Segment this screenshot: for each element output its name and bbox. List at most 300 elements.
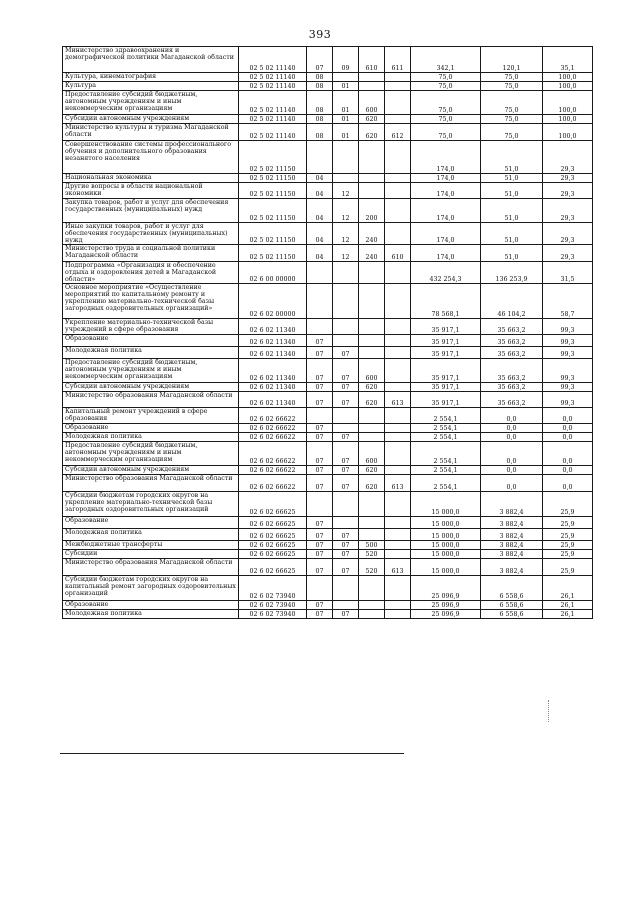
row-name: Молодежная политика	[63, 610, 239, 619]
row-budget-admin-code: 613	[385, 475, 411, 492]
row-subsection-code: 07	[333, 529, 359, 541]
row-actual-value: 35 663,2	[481, 359, 543, 383]
row-section-code: 04	[307, 174, 333, 183]
row-percent-value: 100,0	[543, 115, 593, 124]
row-expense-type-code	[359, 424, 385, 433]
row-budget-admin-code	[385, 284, 411, 319]
row-csr-code: 02 6 02 11340	[239, 347, 307, 359]
row-budget-admin-code	[385, 433, 411, 442]
table-row	[63, 245, 593, 262]
row-name: Культура, кинематография	[63, 73, 239, 82]
row-expense-type-code	[359, 408, 385, 424]
row-actual-value: 35 663,2	[481, 319, 543, 335]
row-actual-value: 75,0	[481, 91, 543, 115]
row-actual-value: 51,0	[481, 174, 543, 183]
row-section-code: 08	[307, 115, 333, 124]
row-name: Предоставление субсидий бюджетным, автономным учреждениям и иным некоммерческим организациям	[63, 442, 239, 466]
row-subsection-code: 07	[333, 383, 359, 392]
row-percent-value: 0,0	[543, 433, 593, 442]
table-row	[63, 91, 593, 115]
row-expense-type-code: 610	[359, 47, 385, 73]
table-row	[63, 559, 593, 576]
row-section-code: 08	[307, 73, 333, 82]
row-budget-admin-code	[385, 601, 411, 610]
row-actual-value: 35 663,2	[481, 347, 543, 359]
row-section-code: 08	[307, 82, 333, 91]
row-budget-admin-code: 612	[385, 124, 411, 141]
row-section-code	[307, 141, 333, 174]
row-plan-value: 15 000,0	[411, 541, 481, 550]
row-section-code	[307, 408, 333, 424]
row-actual-value: 51,0	[481, 199, 543, 223]
row-actual-value: 0,0	[481, 466, 543, 475]
table-row	[63, 529, 593, 541]
row-csr-code: 02 6 02 66622	[239, 424, 307, 433]
row-subsection-code: 07	[333, 433, 359, 442]
row-actual-value: 120,1	[481, 47, 543, 73]
row-subsection-code	[333, 601, 359, 610]
row-csr-code: 02 6 02 11340	[239, 335, 307, 347]
row-budget-admin-code	[385, 408, 411, 424]
row-name: Молодежная политика	[63, 433, 239, 442]
row-plan-value: 342,1	[411, 47, 481, 73]
row-csr-code: 02 6 00 00000	[239, 262, 307, 284]
row-csr-code: 02 6 02 11340	[239, 392, 307, 408]
row-csr-code: 02 6 02 66625	[239, 529, 307, 541]
row-name: Субсидии автономным учреждениям	[63, 466, 239, 475]
row-expense-type-code	[359, 517, 385, 529]
row-expense-type-code	[359, 82, 385, 91]
row-csr-code: 02 6 02 66625	[239, 550, 307, 559]
row-percent-value: 26,1	[543, 576, 593, 601]
row-csr-code: 02 5 02 11150	[239, 199, 307, 223]
row-expense-type-code	[359, 576, 385, 601]
row-actual-value: 35 663,2	[481, 392, 543, 408]
row-plan-value: 35 917,1	[411, 335, 481, 347]
row-subsection-code: 12	[333, 199, 359, 223]
row-name: Субсидии автономным учреждениям	[63, 383, 239, 392]
row-subsection-code	[333, 492, 359, 517]
row-subsection-code: 07	[333, 610, 359, 619]
row-name: Министерство культуры и туризма Магаданской области	[63, 124, 239, 141]
row-expense-type-code: 240	[359, 245, 385, 262]
row-csr-code: 02 5 02 11140	[239, 91, 307, 115]
row-csr-code: 02 5 02 11150	[239, 141, 307, 174]
row-section-code: 07	[307, 517, 333, 529]
row-budget-admin-code	[385, 183, 411, 199]
row-percent-value: 29,3	[543, 245, 593, 262]
row-percent-value: 29,3	[543, 141, 593, 174]
row-plan-value: 2 554,1	[411, 408, 481, 424]
row-budget-admin-code	[385, 82, 411, 91]
row-expense-type-code: 200	[359, 199, 385, 223]
row-budget-admin-code	[385, 115, 411, 124]
row-percent-value: 29,3	[543, 183, 593, 199]
row-percent-value: 31,5	[543, 262, 593, 284]
row-csr-code: 02 5 02 11140	[239, 73, 307, 82]
row-budget-admin-code	[385, 141, 411, 174]
row-budget-admin-code: 611	[385, 47, 411, 73]
table-row	[63, 183, 593, 199]
row-plan-value: 15 000,0	[411, 550, 481, 559]
row-expense-type-code	[359, 73, 385, 82]
row-section-code: 07	[307, 475, 333, 492]
row-section-code: 07	[307, 610, 333, 619]
row-subsection-code: 07	[333, 541, 359, 550]
row-actual-value: 0,0	[481, 408, 543, 424]
row-csr-code: 02 6 02 66622	[239, 466, 307, 475]
row-budget-admin-code	[385, 359, 411, 383]
row-budget-admin-code	[385, 199, 411, 223]
row-section-code: 07	[307, 347, 333, 359]
row-percent-value: 25,9	[543, 492, 593, 517]
row-percent-value: 99,3	[543, 319, 593, 335]
row-actual-value: 51,0	[481, 183, 543, 199]
row-name: Культура	[63, 82, 239, 91]
row-section-code: 07	[307, 335, 333, 347]
row-csr-code: 02 5 02 11140	[239, 124, 307, 141]
row-actual-value: 75,0	[481, 115, 543, 124]
row-budget-admin-code	[385, 347, 411, 359]
row-percent-value: 99,3	[543, 359, 593, 383]
row-subsection-code: 07	[333, 466, 359, 475]
row-plan-value: 75,0	[411, 124, 481, 141]
row-name: Министерство образования Магаданской области	[63, 392, 239, 408]
row-subsection-code	[333, 335, 359, 347]
row-name: Министерство труда и социальной политики Магаданской области	[63, 245, 239, 262]
table-body	[63, 47, 593, 619]
row-budget-admin-code	[385, 319, 411, 335]
row-plan-value: 35 917,1	[411, 383, 481, 392]
row-csr-code: 02 6 02 00000	[239, 284, 307, 319]
row-expense-type-code	[359, 433, 385, 442]
row-expense-type-code	[359, 610, 385, 619]
row-csr-code: 02 6 02 66622	[239, 442, 307, 466]
row-name: Субсидии бюджетам городских округов на капитальный ремонт загородных оздоровительных организаций	[63, 576, 239, 601]
row-plan-value: 2 554,1	[411, 442, 481, 466]
row-expense-type-code	[359, 183, 385, 199]
row-actual-value: 51,0	[481, 223, 543, 245]
row-subsection-code	[333, 284, 359, 319]
table-row	[63, 174, 593, 183]
row-expense-type-code: 600	[359, 91, 385, 115]
table-row	[63, 492, 593, 517]
row-csr-code: 02 6 02 66625	[239, 517, 307, 529]
row-name: Подпрограмма «Организация и обеспечение отдыха и оздоровления детей в Магаданской области»	[63, 262, 239, 284]
row-name: Иные закупки товаров, работ и услуг для обеспечения государственных (муниципальных) нужд	[63, 223, 239, 245]
row-expense-type-code: 500	[359, 541, 385, 550]
row-plan-value: 25 096,9	[411, 610, 481, 619]
row-actual-value: 51,0	[481, 141, 543, 174]
row-subsection-code: 12	[333, 245, 359, 262]
row-name: Министерство здравоохранения и демографической политики Магаданской области	[63, 47, 239, 73]
table-row	[63, 115, 593, 124]
row-expense-type-code: 520	[359, 559, 385, 576]
row-expense-type-code: 620	[359, 475, 385, 492]
row-section-code: 07	[307, 541, 333, 550]
row-section-code: 07	[307, 601, 333, 610]
row-section-code: 08	[307, 91, 333, 115]
row-budget-admin-code	[385, 174, 411, 183]
row-section-code	[307, 576, 333, 601]
row-subsection-code	[333, 408, 359, 424]
row-name: Закупка товаров, работ и услуг для обеспечения государственных (муниципальных) нужд	[63, 199, 239, 223]
row-section-code: 07	[307, 424, 333, 433]
row-plan-value: 35 917,1	[411, 359, 481, 383]
row-budget-admin-code	[385, 541, 411, 550]
row-percent-value: 29,3	[543, 223, 593, 245]
row-expense-type-code: 620	[359, 115, 385, 124]
row-expense-type-code: 620	[359, 383, 385, 392]
row-budget-admin-code	[385, 383, 411, 392]
row-section-code: 04	[307, 199, 333, 223]
row-csr-code: 02 5 02 11150	[239, 174, 307, 183]
row-section-code: 07	[307, 47, 333, 73]
row-expense-type-code	[359, 174, 385, 183]
row-budget-admin-code	[385, 223, 411, 245]
row-subsection-code: 07	[333, 347, 359, 359]
row-csr-code: 02 5 02 11140	[239, 47, 307, 73]
row-section-code: 07	[307, 466, 333, 475]
row-plan-value: 35 917,1	[411, 392, 481, 408]
row-actual-value: 136 253,9	[481, 262, 543, 284]
row-name: Молодежная политика	[63, 529, 239, 541]
row-name: Министерство образования Магаданской области	[63, 559, 239, 576]
row-section-code: 04	[307, 183, 333, 199]
table-row	[63, 408, 593, 424]
row-plan-value: 35 917,1	[411, 347, 481, 359]
row-subsection-code: 07	[333, 359, 359, 383]
row-csr-code: 02 5 02 11150	[239, 223, 307, 245]
row-percent-value: 35,1	[543, 47, 593, 73]
table-row	[63, 466, 593, 475]
row-percent-value: 25,9	[543, 550, 593, 559]
row-section-code: 04	[307, 245, 333, 262]
row-csr-code: 02 6 02 73940	[239, 610, 307, 619]
row-plan-value: 15 000,0	[411, 517, 481, 529]
row-percent-value: 0,0	[543, 442, 593, 466]
row-csr-code: 02 5 02 11150	[239, 183, 307, 199]
row-csr-code: 02 6 02 73940	[239, 576, 307, 601]
row-subsection-code	[333, 174, 359, 183]
row-subsection-code	[333, 576, 359, 601]
row-budget-admin-code: 610	[385, 245, 411, 262]
row-expense-type-code	[359, 492, 385, 517]
row-expense-type-code: 520	[359, 550, 385, 559]
row-subsection-code: 07	[333, 392, 359, 408]
scan-mark	[548, 700, 549, 722]
row-percent-value: 99,3	[543, 383, 593, 392]
table-row	[63, 319, 593, 335]
row-budget-admin-code: 613	[385, 392, 411, 408]
row-actual-value: 6 558,6	[481, 601, 543, 610]
row-plan-value: 35 917,1	[411, 319, 481, 335]
row-section-code	[307, 492, 333, 517]
row-name: Субсидии автономным учреждениям	[63, 115, 239, 124]
row-name: Основное мероприятие «Осуществление мероприятий по капитальному ремонту и укреплению материально-технической базы загородных оздоровительных организаций»	[63, 284, 239, 319]
budget-execution-table	[62, 46, 593, 619]
row-subsection-code	[333, 319, 359, 335]
row-csr-code: 02 6 02 66622	[239, 475, 307, 492]
row-subsection-code	[333, 141, 359, 174]
row-name: Предоставление субсидий бюджетным, автономным учреждениям и иным некоммерческим организациям	[63, 359, 239, 383]
row-plan-value: 174,0	[411, 141, 481, 174]
table-row	[63, 442, 593, 466]
row-expense-type-code: 600	[359, 442, 385, 466]
row-subsection-code: 12	[333, 183, 359, 199]
row-budget-admin-code	[385, 517, 411, 529]
row-plan-value: 2 554,1	[411, 466, 481, 475]
row-subsection-code: 09	[333, 47, 359, 73]
row-name: Субсидии	[63, 550, 239, 559]
table-row	[63, 392, 593, 408]
row-actual-value: 6 558,6	[481, 576, 543, 601]
table-row	[63, 47, 593, 73]
row-csr-code: 02 6 02 73940	[239, 601, 307, 610]
row-plan-value: 75,0	[411, 115, 481, 124]
row-name: Молодежная политика	[63, 347, 239, 359]
row-name: Образование	[63, 424, 239, 433]
table-row	[63, 347, 593, 359]
row-actual-value: 3 882,4	[481, 559, 543, 576]
row-name: Другие вопросы в области национальной экономики	[63, 183, 239, 199]
row-plan-value: 174,0	[411, 174, 481, 183]
row-expense-type-code	[359, 347, 385, 359]
row-percent-value: 25,9	[543, 541, 593, 550]
row-expense-type-code: 240	[359, 223, 385, 245]
row-budget-admin-code	[385, 91, 411, 115]
row-percent-value: 100,0	[543, 82, 593, 91]
row-subsection-code: 07	[333, 559, 359, 576]
row-plan-value: 2 554,1	[411, 475, 481, 492]
row-expense-type-code: 600	[359, 359, 385, 383]
row-plan-value: 174,0	[411, 223, 481, 245]
row-actual-value: 3 882,4	[481, 550, 543, 559]
row-section-code: 07	[307, 559, 333, 576]
row-section-code: 08	[307, 124, 333, 141]
table-row	[63, 433, 593, 442]
row-section-code: 07	[307, 550, 333, 559]
table-row	[63, 424, 593, 433]
row-actual-value: 0,0	[481, 424, 543, 433]
row-csr-code: 02 6 02 66625	[239, 541, 307, 550]
row-subsection-code	[333, 73, 359, 82]
row-budget-admin-code	[385, 262, 411, 284]
row-expense-type-code	[359, 141, 385, 174]
row-expense-type-code: 620	[359, 392, 385, 408]
row-csr-code: 02 6 02 66622	[239, 433, 307, 442]
row-subsection-code: 01	[333, 115, 359, 124]
row-actual-value: 75,0	[481, 124, 543, 141]
row-name: Межбюджетные трансферты	[63, 541, 239, 550]
row-expense-type-code	[359, 284, 385, 319]
row-actual-value: 0,0	[481, 433, 543, 442]
row-expense-type-code	[359, 335, 385, 347]
row-csr-code: 02 5 02 11150	[239, 245, 307, 262]
row-name: Министерство образования Магаданской области	[63, 475, 239, 492]
row-name: Образование	[63, 601, 239, 610]
row-csr-code: 02 6 02 66622	[239, 408, 307, 424]
row-name: Субсидии бюджетам городских округов на укрепление материально-технической базы загородных оздоровительных организаций	[63, 492, 239, 517]
row-section-code: 07	[307, 442, 333, 466]
row-section-code	[307, 262, 333, 284]
table-row	[63, 335, 593, 347]
table-row	[63, 517, 593, 529]
row-plan-value: 15 000,0	[411, 492, 481, 517]
row-section-code: 07	[307, 433, 333, 442]
row-actual-value: 35 663,2	[481, 335, 543, 347]
row-section-code: 07	[307, 392, 333, 408]
row-name: Совершенствование системы профессионального обучения и дополнительного образования незанятого населения	[63, 141, 239, 174]
table-row	[63, 383, 593, 392]
row-csr-code: 02 6 02 11340	[239, 383, 307, 392]
row-actual-value: 35 663,2	[481, 383, 543, 392]
row-section-code	[307, 319, 333, 335]
row-section-code: 07	[307, 529, 333, 541]
row-budget-admin-code	[385, 492, 411, 517]
row-expense-type-code	[359, 319, 385, 335]
row-plan-value: 75,0	[411, 82, 481, 91]
row-budget-admin-code	[385, 442, 411, 466]
row-actual-value: 46 104,2	[481, 284, 543, 319]
row-subsection-code: 01	[333, 82, 359, 91]
row-plan-value: 174,0	[411, 199, 481, 223]
table-row	[63, 82, 593, 91]
table-row	[63, 262, 593, 284]
row-section-code: 07	[307, 383, 333, 392]
row-budget-admin-code	[385, 335, 411, 347]
row-percent-value: 100,0	[543, 124, 593, 141]
row-percent-value: 29,3	[543, 199, 593, 223]
row-percent-value: 26,1	[543, 601, 593, 610]
row-subsection-code	[333, 517, 359, 529]
row-plan-value: 15 000,0	[411, 559, 481, 576]
row-percent-value: 25,9	[543, 529, 593, 541]
row-plan-value: 2 554,1	[411, 433, 481, 442]
row-expense-type-code: 620	[359, 466, 385, 475]
row-budget-admin-code	[385, 529, 411, 541]
row-budget-admin-code	[385, 73, 411, 82]
footer-rule	[60, 753, 404, 754]
row-plan-value: 15 000,0	[411, 529, 481, 541]
row-actual-value: 51,0	[481, 245, 543, 262]
row-name: Национальная экономика	[63, 174, 239, 183]
row-name: Капитальный ремонт учреждений в сфере образования	[63, 408, 239, 424]
row-plan-value: 75,0	[411, 73, 481, 82]
row-subsection-code: 07	[333, 442, 359, 466]
row-subsection-code: 12	[333, 223, 359, 245]
row-subsection-code	[333, 262, 359, 284]
row-budget-admin-code	[385, 466, 411, 475]
row-name: Образование	[63, 517, 239, 529]
row-name: Образование	[63, 335, 239, 347]
row-name: Укрепление материально-технической базы учреждений в сфере образования	[63, 319, 239, 335]
row-expense-type-code: 620	[359, 124, 385, 141]
row-expense-type-code	[359, 601, 385, 610]
row-percent-value: 0,0	[543, 424, 593, 433]
row-percent-value: 26,1	[543, 610, 593, 619]
row-actual-value: 0,0	[481, 475, 543, 492]
row-plan-value: 75,0	[411, 91, 481, 115]
row-budget-admin-code: 613	[385, 559, 411, 576]
row-percent-value: 100,0	[543, 73, 593, 82]
row-percent-value: 99,3	[543, 392, 593, 408]
row-plan-value: 174,0	[411, 245, 481, 262]
row-subsection-code: 01	[333, 124, 359, 141]
row-csr-code: 02 6 02 11340	[239, 319, 307, 335]
row-percent-value: 29,3	[543, 174, 593, 183]
row-subsection-code: 01	[333, 91, 359, 115]
